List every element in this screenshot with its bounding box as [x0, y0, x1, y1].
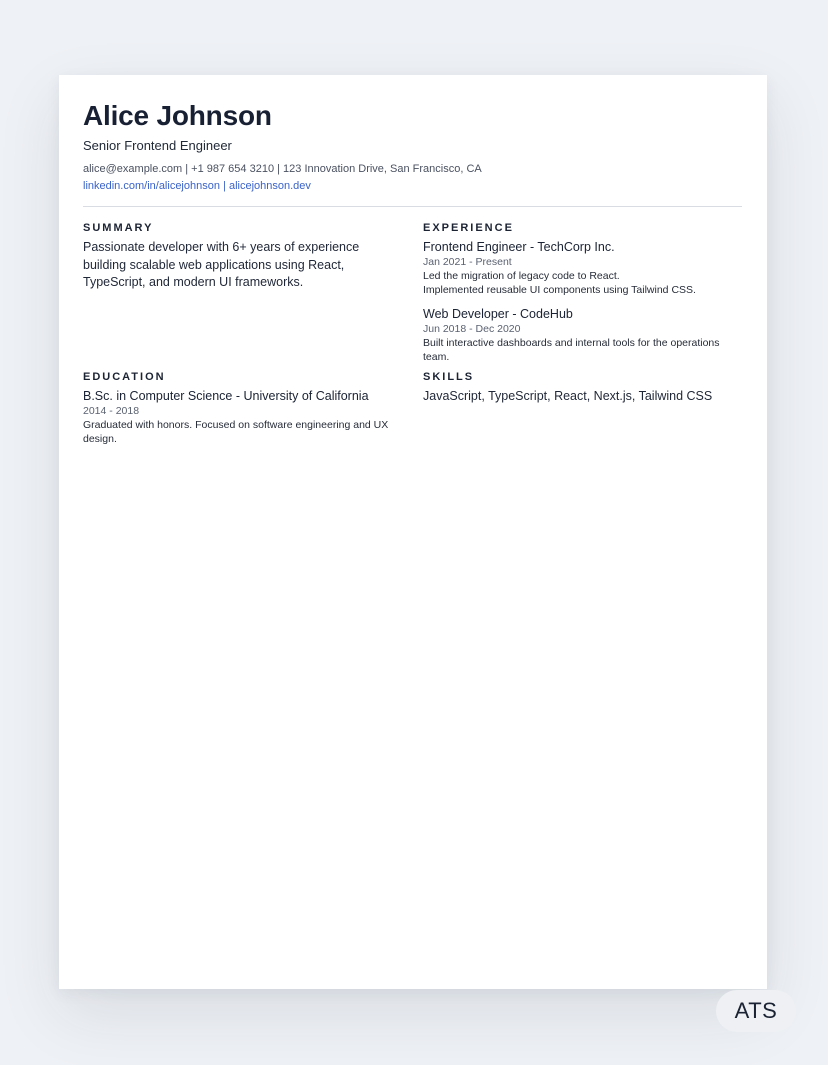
website-link[interactable]: alicejohnson.dev — [228, 180, 311, 192]
contact-line: alice@example.com | +1 987 654 3210 | 123 Innovation Drive, San Francisco, CA — [83, 163, 482, 175]
summary-section — [83, 221, 399, 364]
candidate-title: Senior Frontend Engineer — [83, 138, 232, 153]
experience-entry-line: Implemented reusable UI components using Tailwind CSS. — [423, 284, 696, 296]
experience-entry-line: Led the migration of legacy code to React. — [423, 270, 620, 282]
summary-text: Passionate developer with 6+ years of experience building scalable web applications using React, TypeScript, and modern UI frameworks. — [83, 240, 360, 289]
experience-entry-dates: Jan 2021 - Present — [423, 256, 512, 268]
skills-section — [423, 370, 739, 446]
experience-entry-dates: Jun 2018 - Dec 2020 — [423, 323, 521, 335]
education-entry — [83, 388, 399, 446]
experience-entry-title: Frontend Engineer - TechCorp Inc. — [423, 240, 615, 254]
header-divider — [83, 206, 742, 207]
education-entry-title: B.Sc. in Computer Science - University of California — [83, 389, 369, 403]
resume-grid — [83, 221, 742, 446]
links-line — [83, 179, 742, 193]
skills-heading: SKILLS — [423, 371, 475, 383]
education-entry-line: Graduated with honors. Focused on software engineering and UX design. — [83, 419, 389, 445]
skills-text: JavaScript, TypeScript, React, Next.js, Tailwind CSS — [423, 389, 713, 403]
education-section — [83, 370, 399, 446]
candidate-name: Alice Johnson — [83, 100, 272, 131]
link-separator: | — [219, 180, 229, 192]
education-heading: EDUCATION — [83, 371, 166, 383]
resume-page — [59, 75, 767, 989]
linkedin-link[interactable]: linkedin.com/in/alicejohnson — [83, 180, 220, 192]
experience-entry-title: Web Developer - CodeHub — [423, 307, 573, 321]
education-entry-dates: 2014 - 2018 — [83, 405, 140, 417]
ats-button[interactable]: ATS — [716, 990, 796, 1032]
experience-entry — [423, 306, 739, 364]
experience-entry — [423, 239, 739, 297]
experience-heading: EXPERIENCE — [423, 222, 514, 234]
experience-entry-line: Built interactive dashboards and internal tools for the operations team. — [423, 337, 720, 363]
summary-heading: SUMMARY — [83, 222, 154, 234]
experience-section — [423, 221, 739, 364]
